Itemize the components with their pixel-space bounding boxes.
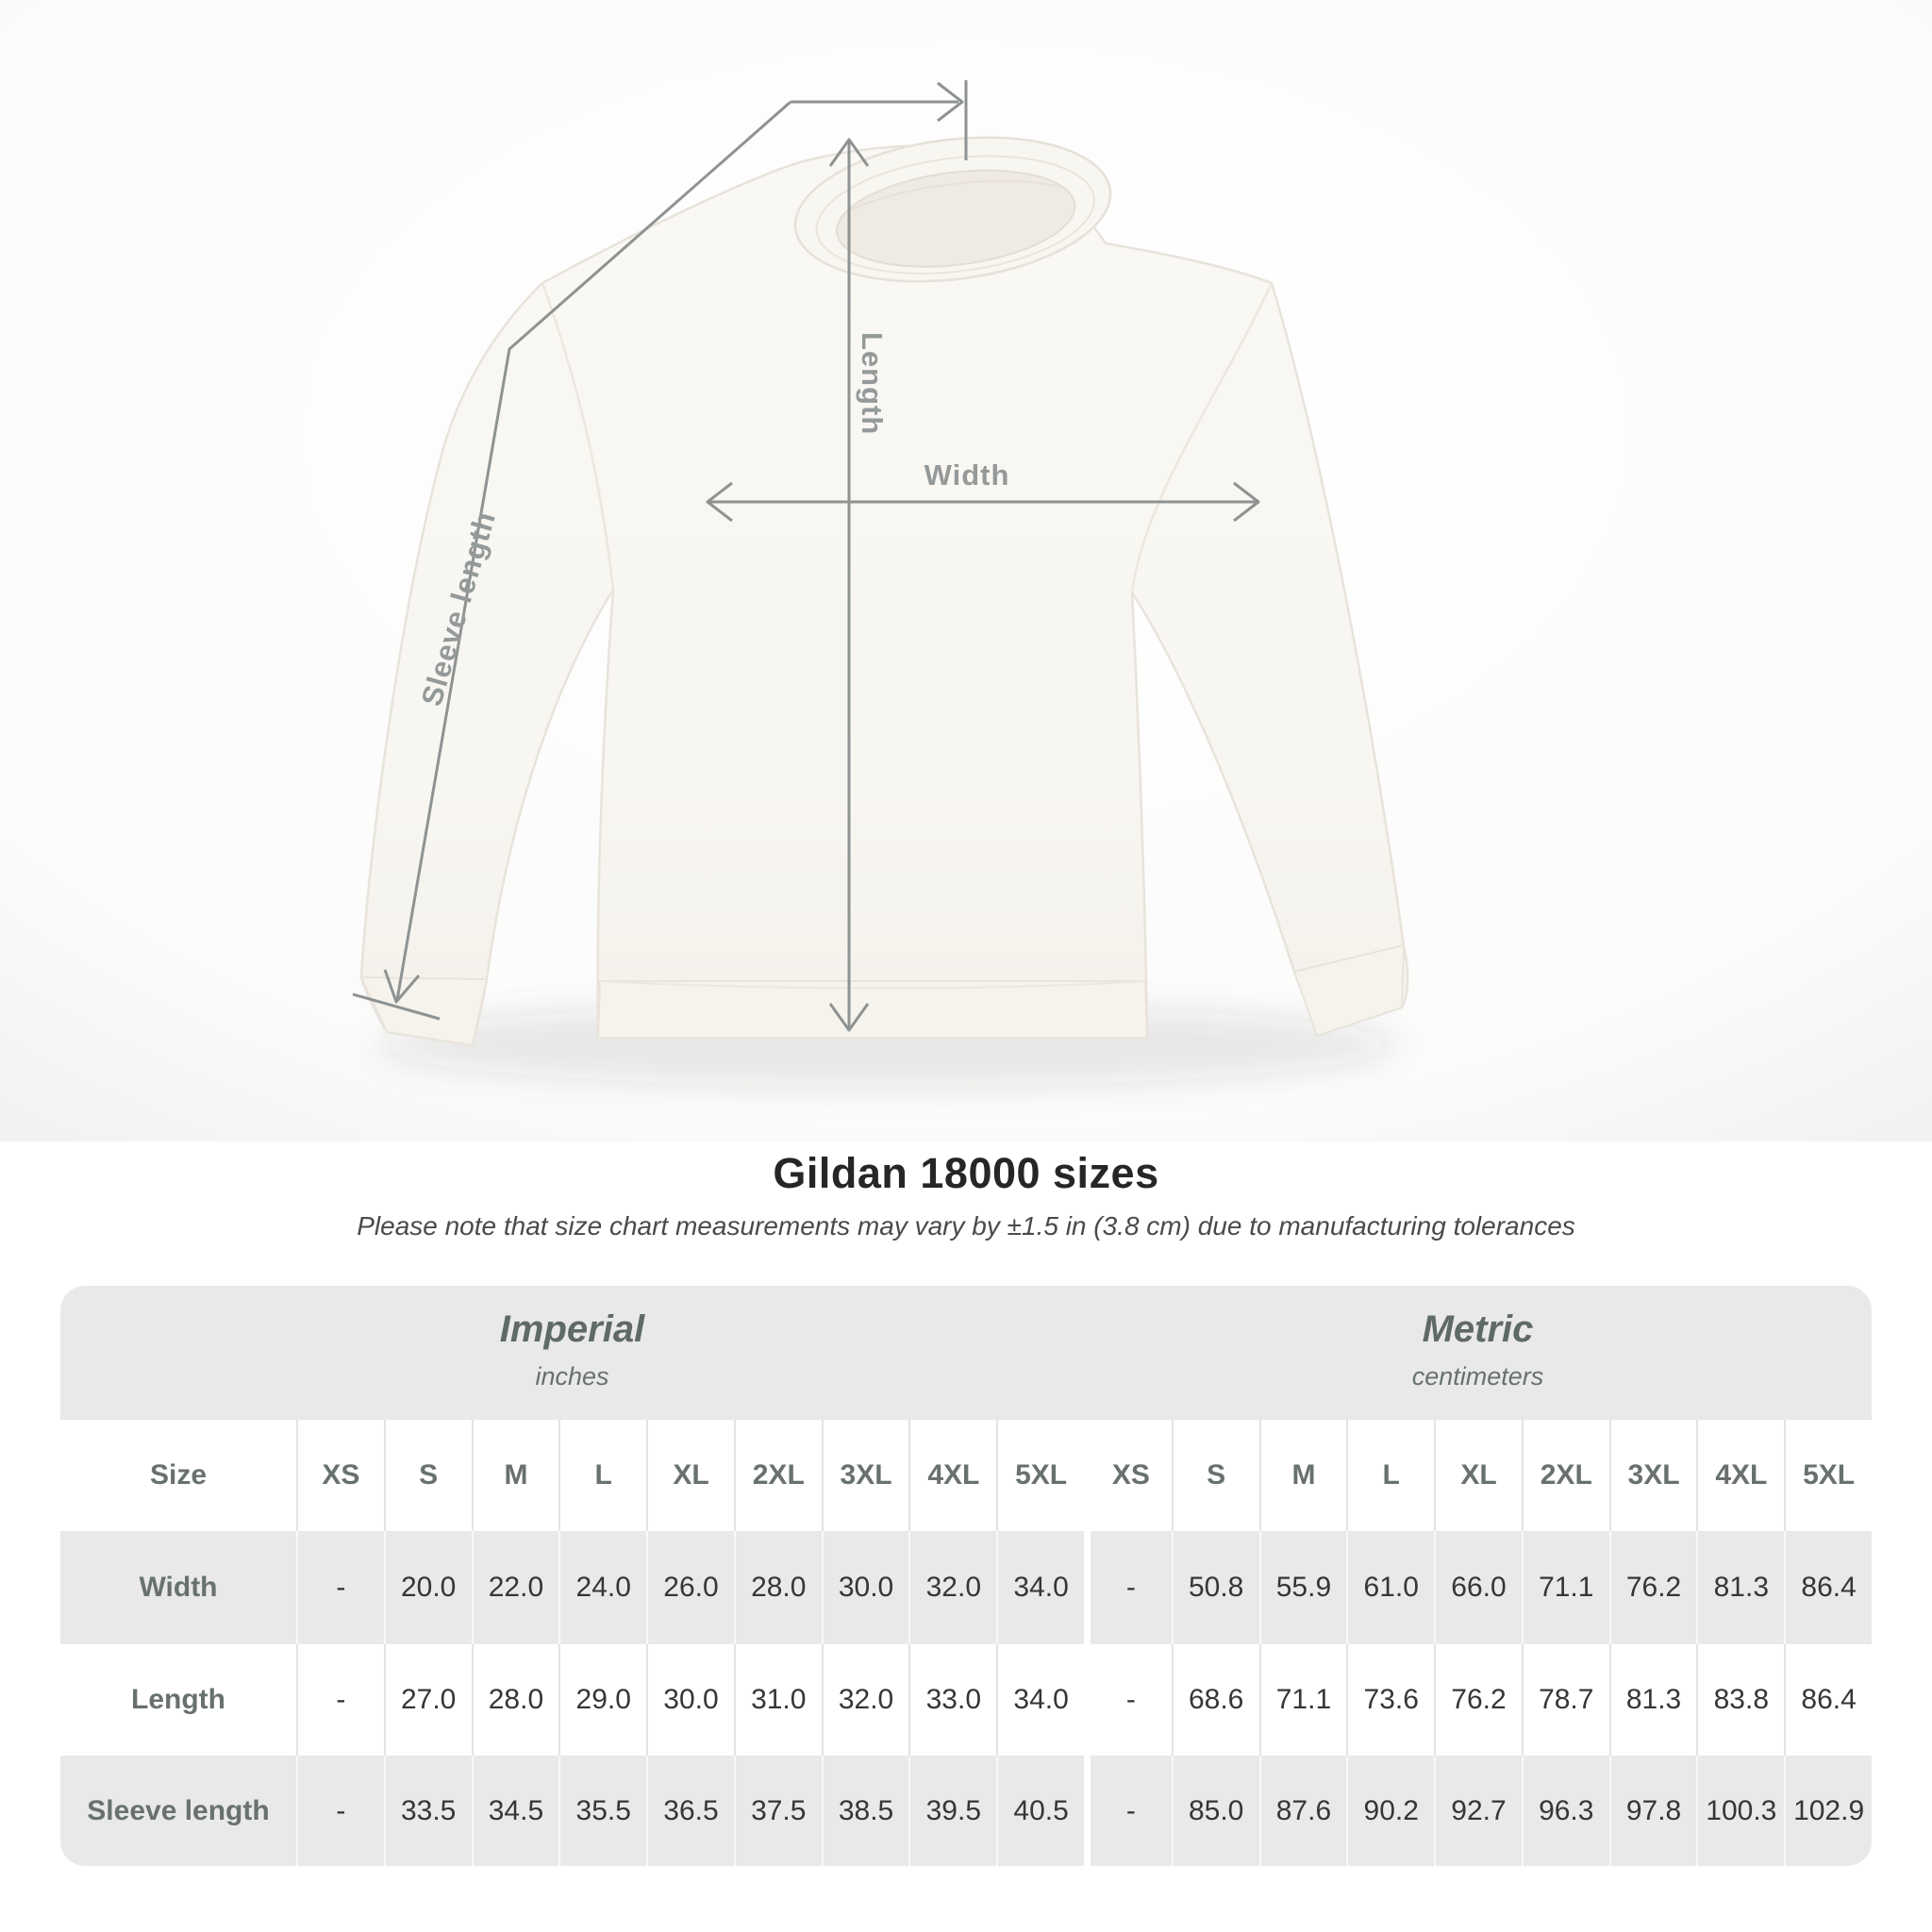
measurement-value: 34.0	[996, 1531, 1084, 1644]
measurement-value: 78.7	[1522, 1644, 1609, 1756]
measurement-value: -	[1084, 1756, 1172, 1866]
size-table-grid	[60, 1420, 1872, 1866]
measurement-value: 35.5	[558, 1756, 646, 1866]
size-column-header: L	[558, 1420, 646, 1531]
measurement-value: 27.0	[384, 1644, 472, 1756]
measurement-value: 37.5	[734, 1756, 822, 1866]
measurement-value: 38.5	[822, 1756, 909, 1866]
row-label: Length	[131, 1684, 225, 1715]
measurement-value: 71.1	[1522, 1531, 1609, 1644]
row-label: Size	[149, 1459, 208, 1491]
size-column-header: 3XL	[1609, 1420, 1697, 1531]
measurement-value: 61.0	[1346, 1531, 1434, 1644]
size-column-header: XL	[646, 1420, 734, 1531]
table-row	[60, 1644, 1872, 1756]
size-column-header: S	[1172, 1420, 1259, 1531]
metric-label: Metric	[1422, 1308, 1534, 1350]
imperial-label: Imperial	[499, 1308, 645, 1350]
sleeve-length-label: Sleeve length	[414, 507, 503, 710]
measurement-value: 31.0	[734, 1644, 822, 1756]
hem-band	[598, 981, 1147, 1038]
imperial-unit: inches	[535, 1362, 609, 1391]
size-header-row	[60, 1420, 1872, 1531]
measurement-value: 50.8	[1172, 1531, 1259, 1644]
measurement-value: 73.6	[1346, 1644, 1434, 1756]
measurement-value: 76.2	[1434, 1644, 1522, 1756]
measurement-value: 20.0	[384, 1531, 472, 1644]
metric-unit: centimeters	[1411, 1362, 1544, 1391]
measurement-value: 68.6	[1172, 1644, 1259, 1756]
measurement-value: 92.7	[1434, 1756, 1522, 1866]
measurement-value: 81.3	[1696, 1531, 1784, 1644]
measurement-value: 40.5	[996, 1756, 1084, 1866]
measurement-value: 29.0	[558, 1644, 646, 1756]
measurement-value: 36.5	[646, 1756, 734, 1866]
unit-header-band	[60, 1286, 1872, 1420]
measurement-value: 55.9	[1259, 1531, 1347, 1644]
measurement-value: 102.9	[1784, 1756, 1872, 1866]
measurement-value: 87.6	[1259, 1756, 1347, 1866]
size-column-header: 5XL	[996, 1420, 1084, 1531]
size-column-header: 2XL	[1522, 1420, 1609, 1531]
measurement-value: 28.0	[472, 1644, 559, 1756]
table-row	[60, 1756, 1872, 1866]
measurement-value: 34.0	[996, 1644, 1084, 1756]
measurement-value: -	[1084, 1531, 1172, 1644]
measurement-value: 100.3	[1696, 1756, 1784, 1866]
measurement-value: -	[296, 1644, 384, 1756]
measurement-value: -	[1084, 1644, 1172, 1756]
measurement-value: 90.2	[1346, 1756, 1434, 1866]
table-row	[60, 1531, 1872, 1644]
row-label: Width	[139, 1572, 218, 1603]
measurement-value: 34.5	[472, 1756, 559, 1866]
measurement-value: 86.4	[1784, 1644, 1872, 1756]
size-column-header: 4XL	[1696, 1420, 1784, 1531]
measurement-value: 26.0	[646, 1531, 734, 1644]
measurement-value: 24.0	[558, 1531, 646, 1644]
metric-unit-header	[1084, 1286, 1872, 1420]
measurement-value: 28.0	[734, 1531, 822, 1644]
measurement-value: 96.3	[1522, 1756, 1609, 1866]
measurement-value: 86.4	[1784, 1531, 1872, 1644]
size-column-header: M	[1259, 1420, 1347, 1531]
size-table	[60, 1286, 1872, 1866]
measurement-value: 22.0	[472, 1531, 559, 1644]
page-subtitle: Please note that size chart measurements may vary by ±1.5 in (3.8 cm) due to manufacturing tolerances	[357, 1211, 1575, 1241]
measurement-value: 30.0	[646, 1644, 734, 1756]
size-column-header: 3XL	[822, 1420, 909, 1531]
measurement-value: 66.0	[1434, 1531, 1522, 1644]
measurement-value: 71.1	[1259, 1644, 1347, 1756]
size-column-header: XS	[1084, 1420, 1172, 1531]
size-column-header: 5XL	[1784, 1420, 1872, 1531]
size-column-header: L	[1346, 1420, 1434, 1531]
measurement-value: 33.5	[384, 1756, 472, 1866]
size-column-header: 2XL	[734, 1420, 822, 1531]
measurement-value: 76.2	[1609, 1531, 1697, 1644]
measurement-value: 32.0	[908, 1531, 996, 1644]
measurement-value: 85.0	[1172, 1756, 1259, 1866]
measurement-value: 33.0	[908, 1644, 996, 1756]
measurement-value: 97.8	[1609, 1756, 1697, 1866]
imperial-unit-header	[60, 1286, 1084, 1420]
width-label: Width	[924, 458, 1010, 491]
measurement-value: -	[296, 1531, 384, 1644]
measurement-value: 83.8	[1696, 1644, 1784, 1756]
measurement-value: 39.5	[908, 1756, 996, 1866]
page-title: Gildan 18000 sizes	[773, 1149, 1159, 1197]
size-column-header: XL	[1434, 1420, 1522, 1531]
measurement-value: -	[296, 1756, 384, 1866]
measurement-value: 32.0	[822, 1644, 909, 1756]
row-label: Sleeve length	[87, 1794, 270, 1826]
measurement-value: 81.3	[1609, 1644, 1697, 1756]
measurement-value: 30.0	[822, 1531, 909, 1644]
size-column-header: 4XL	[908, 1420, 996, 1531]
length-label: Length	[856, 332, 889, 436]
size-column-header: M	[472, 1420, 559, 1531]
size-column-header: S	[384, 1420, 472, 1531]
size-column-header: XS	[296, 1420, 384, 1531]
